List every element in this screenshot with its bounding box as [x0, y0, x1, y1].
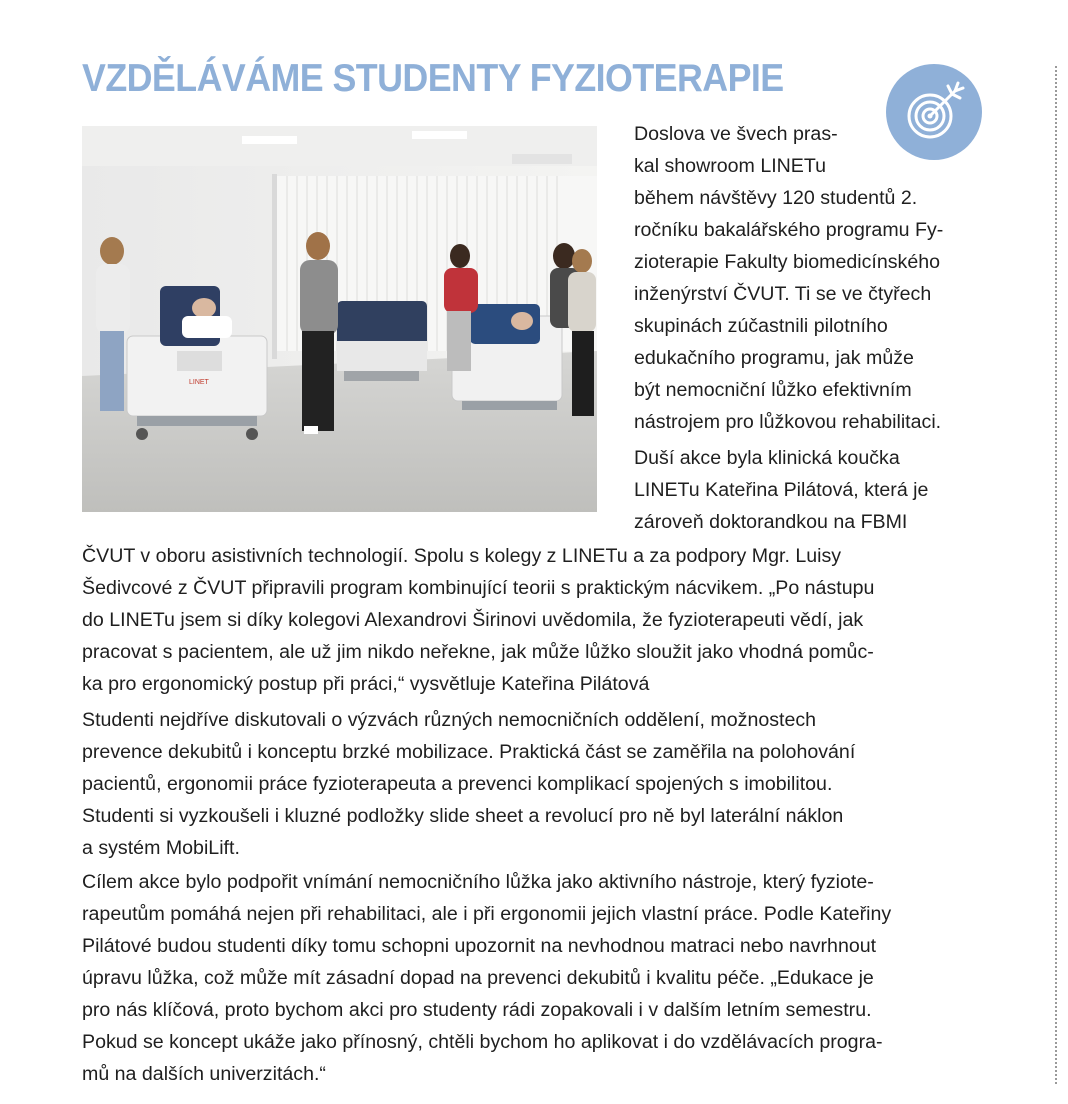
paragraph-line: Pokud se koncept ukáže jako přínosný, chtěli bychom ho aplikovat i do vzdělávacích progra-	[82, 1031, 883, 1053]
intro-column	[634, 118, 943, 538]
intro-line: nástrojem pro lůžkovou rehabilitaci.	[634, 411, 942, 433]
paragraph-line: rapeutům pomáhá nejen při rehabilitaci, ale i při ergonomii jejich vlastní práce. Podle Kateřiny	[82, 903, 892, 925]
intro-line: ročníku bakalářského programu Fy-	[634, 219, 944, 241]
paragraph-line: mů na dalších univerzitách.“	[82, 1063, 326, 1085]
paragraph-3	[82, 704, 855, 864]
paragraph-4	[82, 866, 891, 1090]
intro-line: být nemocniční lůžko efektivním	[634, 379, 912, 401]
intro-line: Duší akce byla klinická koučka	[634, 447, 900, 469]
intro-line: skupinách zúčastnili pilotního	[634, 315, 888, 337]
article-photo	[82, 126, 597, 512]
paragraph-line: pracovat s pacientem, ale už jim nikdo neřekne, jak může lůžko sloužit jako vhodná pomůc-	[82, 641, 874, 663]
paragraph-line: Pilátové budou studenti díky tomu schopni upozornit na nevhodnou matraci nebo navrhnout	[82, 935, 877, 957]
intro-line: zioterapie Fakulty biomedicínského	[634, 251, 941, 273]
paragraph-2	[82, 540, 874, 700]
paragraph-line: Šedivcové z ČVUT připravili program kombinující teorii s praktickým nácvikem. „Po nástupu	[82, 577, 875, 599]
paragraph-line: ka pro ergonomický postup při práci,“ vysvětluje Kateřina Pilátová	[82, 673, 650, 695]
intro-line: LINETu Kateřina Pilátová, která je	[634, 479, 929, 501]
intro-line: zároveň doktorandkou na FBMI	[634, 511, 908, 533]
intro-line: kal showroom LINETu	[634, 155, 827, 177]
paragraph-line: Studenti nejdříve diskutovali o výzvách různých nemocničních oddělení, možnostech	[82, 709, 817, 731]
paragraph-line: úpravu lůžka, což může mít zásadní dopad na prevenci dekubitů i kvalitu péče. „Edukace je	[82, 967, 874, 989]
paragraph-line: ČVUT v oboru asistivních technologií. Spolu s kolegy z LINETu a za podpory Mgr. Luisy	[82, 545, 842, 567]
column-divider	[1055, 66, 1057, 1084]
intro-line: během návštěvy 120 studentů 2.	[634, 187, 918, 209]
paragraph-line: pacientů, ergonomii práce fyzioterapeuta a prevenci komplikací spojených s imobilitou.	[82, 773, 833, 795]
intro-line: inženýrství ČVUT. Ti se ve čtyřech	[634, 283, 932, 305]
paragraph-line: pro nás klíčová, proto bychom akci pro studenty rádi zopakovali i v dalším letním semestru.	[82, 999, 872, 1021]
paragraph-line: Cílem akce bylo podpořit vnímání nemocničního lůžka jako aktivního nástroje, který fyziote-	[82, 871, 874, 893]
intro-line: Doslova ve švech pras-	[634, 123, 838, 145]
intro-line: edukačního programu, jak může	[634, 347, 914, 369]
article-title: VZDĚLÁVÁME STUDENTY FYZIOTERAPIE	[82, 57, 784, 100]
paragraph-line: Studenti si vyzkoušeli i kluzné podložky slide sheet a revolucí pro ně byl laterální náklon	[82, 805, 844, 827]
photo-brand-label: LINET	[189, 379, 209, 386]
paragraph-line: prevence dekubitů i konceptu brzké mobilizace. Praktická část se zaměřila na polohování	[82, 741, 856, 763]
paragraph-line: do LINETu jsem si díky kolegovi Alexandrovi Širinovi uvědomila, že fyzioterapeuti vědí, jak	[82, 609, 864, 631]
paragraph-line: a systém MobiLift.	[82, 837, 240, 859]
